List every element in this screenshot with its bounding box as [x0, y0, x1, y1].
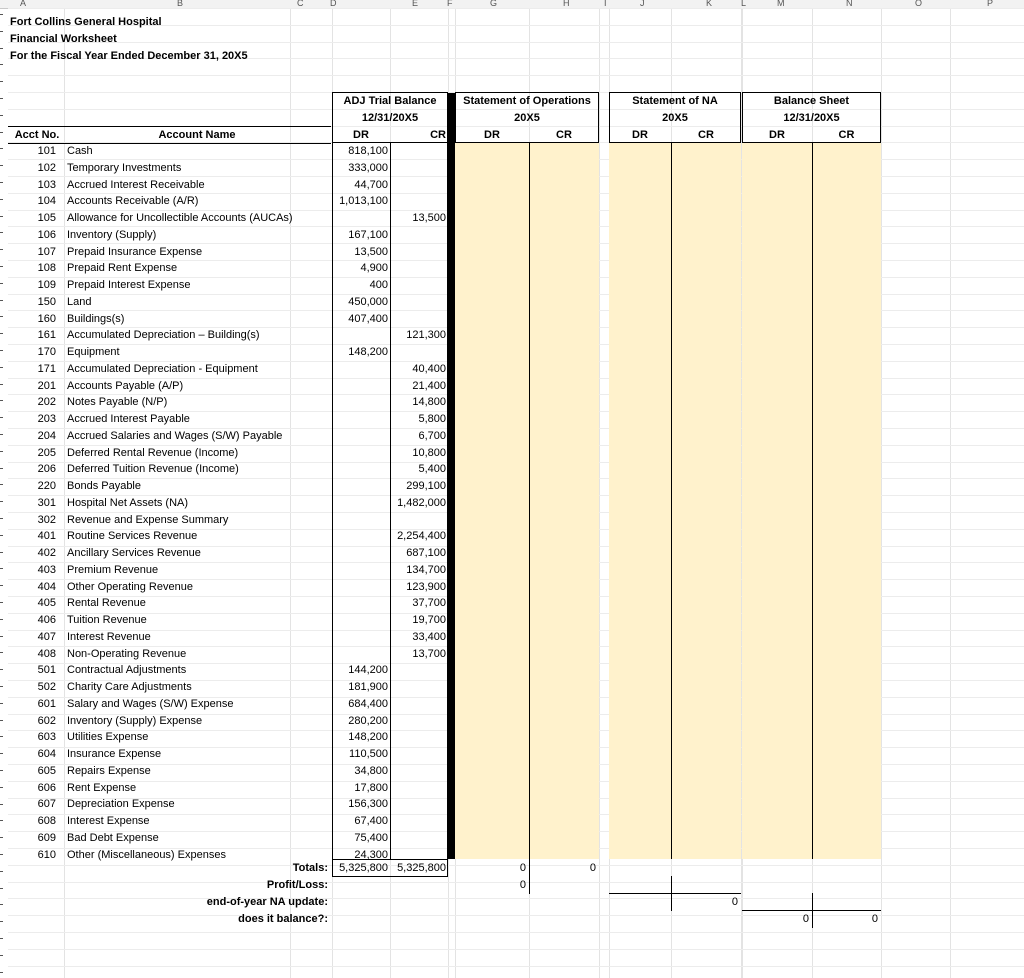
account-name[interactable]: Equipment — [67, 346, 120, 358]
adj-dr-amount[interactable] — [333, 378, 388, 394]
adj-dr-amount[interactable] — [333, 411, 388, 427]
grid-row-line — [8, 8, 1024, 9]
row-marker — [0, 333, 3, 334]
adj-dr-header: DR — [353, 129, 369, 141]
bs-dr-balance[interactable]: 0 — [802, 913, 809, 925]
totals-dr[interactable]: 5,325,800 — [339, 862, 388, 874]
account-number[interactable]: 408 — [37, 647, 56, 660]
row-marker — [0, 904, 3, 905]
account-number[interactable]: 401 — [37, 530, 56, 543]
row-marker — [0, 585, 3, 586]
account-name[interactable]: Inventory (Supply) — [67, 228, 157, 241]
adj-cr-amount[interactable] — [391, 260, 446, 276]
balance-check-label: does it balance?: — [238, 913, 328, 925]
adj-dr-amount[interactable]: 684,400 — [348, 697, 388, 710]
row-marker — [0, 686, 3, 687]
adj-dr-amount[interactable] — [333, 461, 388, 477]
section-divider-bar — [448, 93, 455, 859]
account-number[interactable]: 301 — [37, 496, 56, 509]
adj-cr-amount[interactable] — [391, 512, 446, 528]
adj-dr-amount[interactable] — [333, 562, 388, 578]
account-number[interactable]: 404 — [37, 580, 56, 593]
account-number[interactable]: 604 — [37, 748, 56, 760]
account-number[interactable]: 602 — [37, 714, 56, 727]
account-number[interactable]: 107 — [37, 245, 56, 258]
account-name[interactable]: Buildings(s) — [67, 312, 125, 325]
account-number[interactable]: 501 — [37, 664, 56, 677]
adj-dr-amount[interactable]: 4,900 — [360, 262, 388, 275]
adj-dr-amount[interactable]: 400 — [369, 279, 388, 291]
account-number[interactable]: 402 — [37, 547, 56, 559]
row-marker — [0, 552, 3, 553]
adj-dr-amount[interactable] — [333, 646, 388, 662]
row-marker — [0, 619, 3, 620]
account-name[interactable]: Other Operating Revenue — [67, 580, 193, 593]
row-marker — [0, 98, 3, 99]
row-marker — [0, 804, 3, 805]
account-number[interactable]: 606 — [37, 781, 56, 794]
account-name[interactable]: Land — [67, 295, 92, 308]
row-marker — [0, 820, 3, 821]
account-number[interactable]: 160 — [37, 312, 56, 325]
grid-row-line — [8, 949, 1024, 950]
adj-dr-amount[interactable]: 181,900 — [348, 681, 388, 693]
row-marker — [0, 316, 3, 317]
adj-cr-header: CR — [430, 129, 446, 141]
column-letter[interactable]: G — [490, 0, 498, 8]
adj-cr-amount[interactable] — [391, 244, 446, 260]
ops-dr-total[interactable]: 0 — [519, 862, 526, 874]
adj-dr-amount[interactable]: 407,400 — [348, 312, 388, 325]
account-name[interactable]: Bonds Payable — [67, 480, 141, 492]
adj-dr-amount[interactable]: 144,200 — [348, 664, 388, 677]
account-name[interactable]: Prepaid Rent Expense — [67, 262, 178, 275]
account-number[interactable]: 406 — [37, 614, 56, 626]
adj-period: 12/31/20X5 — [361, 112, 419, 124]
column-letter[interactable]: I — [604, 0, 607, 8]
row-marker — [0, 132, 3, 133]
row-marker — [0, 148, 3, 149]
account-name[interactable]: Hospital Net Assets (NA) — [67, 496, 189, 509]
grid-row-line — [8, 932, 1024, 933]
account-number[interactable]: 609 — [37, 831, 56, 844]
bs-cr-balance[interactable]: 0 — [871, 913, 878, 925]
account-number[interactable]: 607 — [37, 798, 56, 811]
column-letter[interactable]: O — [915, 0, 923, 8]
account-number[interactable]: 106 — [37, 228, 56, 241]
row-marker — [0, 417, 3, 418]
row-marker — [0, 283, 3, 284]
adj-cr-amount[interactable] — [391, 177, 446, 193]
account-number[interactable]: 302 — [37, 513, 56, 526]
totals-bottom-border — [332, 876, 448, 877]
report-title-hospital: Fort Collins General Hospital — [10, 16, 162, 28]
account-name[interactable]: Temporary Investments — [67, 161, 182, 174]
column-letter[interactable]: J — [640, 0, 645, 8]
grid-column-line — [950, 8, 951, 978]
adj-dr-amount[interactable] — [333, 478, 388, 494]
row-marker — [0, 31, 3, 32]
account-name[interactable]: Depreciation Expense — [67, 798, 175, 811]
row-marker — [0, 48, 3, 49]
acct-no-header: Acct No. — [14, 129, 60, 141]
row-marker — [0, 837, 3, 838]
account-name[interactable]: Accounts Receivable (A/R) — [67, 195, 199, 208]
account-name[interactable]: Charity Care Adjustments — [67, 681, 192, 693]
grid-column-line — [881, 8, 882, 978]
adj-dr-amount[interactable]: 24,300 — [354, 848, 388, 861]
account-name[interactable]: Interest Revenue — [67, 630, 151, 643]
account-name[interactable]: Cash — [67, 145, 93, 157]
account-number[interactable]: 601 — [37, 697, 56, 710]
grid-row-line — [8, 966, 1024, 967]
row-marker — [0, 888, 3, 889]
row-marker — [0, 81, 3, 82]
account-number[interactable]: 104 — [37, 195, 56, 208]
report-title-period: For the Fiscal Year Ended December 31, 20X5 — [10, 50, 248, 62]
adj-cr-amount[interactable] — [391, 713, 446, 729]
na-update-label: end-of-year NA update: — [206, 896, 328, 908]
account-name[interactable]: Rental Revenue — [67, 597, 146, 610]
row-marker — [0, 451, 3, 452]
adj-cr-amount[interactable] — [391, 746, 446, 762]
account-number[interactable]: 102 — [37, 161, 56, 174]
row-marker — [0, 518, 3, 519]
ops-cr-header: CR — [556, 129, 572, 141]
row-marker — [0, 300, 3, 301]
column-letter[interactable]: C — [297, 0, 304, 8]
account-name[interactable]: Prepaid Interest Expense — [67, 279, 191, 291]
ops-cr-total[interactable]: 0 — [589, 862, 596, 874]
adj-dr-amount[interactable]: 450,000 — [348, 295, 388, 308]
account-name[interactable]: Accrued Interest Payable — [67, 413, 190, 425]
account-number[interactable]: 610 — [37, 848, 56, 861]
column-letter[interactable]: H — [563, 0, 570, 8]
adj-cr-amount[interactable]: 21,400 — [412, 379, 446, 392]
adj-cr-amount[interactable] — [391, 813, 446, 829]
adj-dr-amount[interactable] — [333, 629, 388, 645]
adj-dr-amount[interactable]: 167,100 — [348, 228, 388, 241]
adj-dr-amount[interactable]: 818,100 — [348, 145, 388, 157]
row-marker — [0, 871, 3, 872]
account-name[interactable]: Accumulated Depreciation – Building(s) — [67, 329, 260, 342]
account-name[interactable]: Rent Expense — [67, 781, 137, 794]
adj-cr-amount[interactable] — [391, 193, 446, 209]
adj-dr-amount[interactable] — [333, 327, 388, 343]
row-marker — [0, 384, 3, 385]
adj-dr-amount[interactable]: 148,200 — [348, 731, 388, 744]
row-marker — [0, 535, 3, 536]
adj-dr-amount[interactable]: 13,500 — [354, 245, 388, 258]
adj-dr-amount[interactable] — [333, 612, 388, 628]
account-name[interactable]: Utilities Expense — [67, 731, 149, 744]
row-marker — [0, 770, 3, 771]
column-letter[interactable]: K — [706, 0, 713, 8]
column-letter[interactable]: B — [177, 0, 184, 8]
adj-cr-amount[interactable] — [391, 227, 446, 243]
account-number[interactable]: 170 — [37, 346, 56, 358]
row-marker — [0, 854, 3, 855]
grid-row-line — [8, 42, 1024, 43]
row-marker — [0, 434, 3, 435]
account-name[interactable]: Repairs Expense — [67, 764, 151, 777]
column-letter[interactable]: F — [447, 0, 453, 8]
account-name[interactable]: Premium Revenue — [67, 563, 159, 576]
adj-cr-amount[interactable]: 14,800 — [412, 396, 446, 409]
account-name[interactable]: Interest Expense — [67, 815, 150, 827]
adj-cr-amount[interactable] — [391, 160, 446, 176]
account-name[interactable]: Insurance Expense — [67, 748, 162, 760]
account-name[interactable]: Contractual Adjustments — [67, 664, 187, 677]
row-marker — [0, 249, 3, 250]
account-name[interactable]: Revenue and Expense Summary — [67, 513, 229, 526]
adj-cr-amount[interactable] — [391, 311, 446, 327]
row-marker — [0, 787, 3, 788]
adj-dr-amount[interactable] — [333, 545, 388, 561]
adj-cr-amount[interactable] — [391, 729, 446, 745]
column-letter[interactable]: A — [20, 0, 27, 8]
adj-cr-amount[interactable]: 121,300 — [406, 329, 446, 342]
adj-cr-amount[interactable] — [391, 277, 446, 293]
row-marker — [0, 484, 3, 485]
row-marker — [0, 703, 3, 704]
adj-cr-amount[interactable]: 5,400 — [418, 463, 446, 476]
grid-column-line — [599, 8, 600, 978]
adj-dr-amount[interactable] — [333, 394, 388, 410]
adj-dr-amount[interactable]: 44,700 — [354, 178, 388, 191]
account-name[interactable]: Bad Debt Expense — [67, 831, 159, 844]
row-marker — [0, 753, 3, 754]
grid-column-line — [64, 8, 65, 978]
row-marker — [0, 568, 3, 569]
account-name[interactable]: Accrued Salaries and Wages (S/W) Payable — [67, 429, 283, 442]
adj-dr-amount[interactable]: 34,800 — [354, 764, 388, 777]
bs-dr-cr-divider — [812, 143, 813, 859]
adj-cr-amount[interactable] — [391, 780, 446, 796]
account-name[interactable]: Notes Payable (N/P) — [67, 396, 168, 409]
account-name[interactable]: Routine Services Revenue — [67, 530, 198, 543]
account-number[interactable]: 204 — [37, 429, 56, 442]
column-letter[interactable]: P — [987, 0, 994, 8]
adj-right-border — [447, 143, 448, 876]
account-name[interactable]: Accumulated Depreciation - Equipment — [67, 362, 258, 375]
na-cr-header: CR — [698, 129, 714, 141]
adj-dr-amount[interactable] — [333, 495, 388, 511]
row-marker — [0, 400, 3, 401]
adj-cr-amount[interactable] — [391, 679, 446, 695]
account-number[interactable]: 608 — [37, 815, 56, 827]
adj-cr-amount[interactable]: 2,254,400 — [397, 530, 446, 543]
adj-dr-amount[interactable]: 333,000 — [348, 161, 388, 174]
adj-cr-amount[interactable]: 13,500 — [412, 212, 446, 224]
na-shaded-area — [609, 143, 741, 859]
row-marker — [0, 938, 3, 939]
bs-period: 12/31/20X5 — [783, 112, 840, 124]
row-marker — [0, 232, 3, 233]
account-number[interactable]: 161 — [37, 329, 56, 342]
adj-dr-amount[interactable] — [333, 595, 388, 611]
adj-cr-amount[interactable]: 33,400 — [412, 630, 446, 643]
row-marker — [0, 720, 3, 721]
adj-cr-amount[interactable]: 5,800 — [418, 413, 446, 425]
na-update-value[interactable]: 0 — [731, 896, 738, 908]
account-name[interactable]: Deferred Rental Revenue (Income) — [67, 446, 239, 459]
row-marker — [0, 182, 3, 183]
adj-cr-amount[interactable] — [391, 143, 446, 159]
account-number[interactable]: 105 — [37, 212, 56, 224]
row-marker — [0, 165, 3, 166]
na-dr-header: DR — [632, 129, 648, 141]
account-name[interactable]: Inventory (Supply) Expense — [67, 714, 203, 727]
row-marker — [0, 367, 3, 368]
account-name-header: Account Name — [158, 129, 236, 141]
ops-dr-cr-divider — [529, 143, 530, 859]
row-marker — [0, 14, 3, 15]
row-marker — [0, 115, 3, 116]
account-number[interactable]: 407 — [37, 630, 56, 643]
ops-dr-header: DR — [484, 129, 500, 141]
adj-dr-amount[interactable] — [333, 512, 388, 528]
grid-row-line — [8, 75, 1024, 76]
profit-loss-label: Profit/Loss: — [266, 879, 328, 891]
adj-cr-amount[interactable]: 687,100 — [406, 547, 446, 559]
ops-period: 20X5 — [514, 112, 540, 124]
account-name[interactable]: Deferred Tuition Revenue (Income) — [67, 463, 239, 476]
totals-label: Totals: — [292, 862, 328, 874]
column-letter[interactable]: N — [846, 0, 853, 8]
row-marker — [0, 652, 3, 653]
adj-dr-amount[interactable]: 280,200 — [348, 714, 388, 727]
bs-title: Balance Sheet — [773, 95, 850, 107]
row-marker — [0, 955, 3, 956]
adj-cr-amount[interactable] — [391, 662, 446, 678]
row-marker — [0, 921, 3, 922]
row-marker — [0, 972, 3, 973]
bs-dr-header: DR — [769, 129, 785, 141]
account-number[interactable]: 203 — [37, 413, 56, 425]
na-dr-cr-divider — [671, 143, 672, 859]
profit-loss-value[interactable]: 0 — [519, 879, 526, 891]
account-number[interactable]: 205 — [37, 446, 56, 459]
row-marker — [0, 602, 3, 603]
adj-cr-amount[interactable] — [391, 344, 446, 360]
adj-dr-amount[interactable] — [333, 210, 388, 226]
account-number[interactable]: 150 — [37, 295, 56, 308]
account-number[interactable]: 171 — [37, 362, 56, 375]
account-number[interactable]: 201 — [37, 379, 56, 392]
report-title-worksheet: Financial Worksheet — [10, 33, 117, 45]
na-period: 20X5 — [662, 112, 688, 124]
adj-cr-amount[interactable]: 10,800 — [412, 446, 446, 459]
adj-dr-amount[interactable]: 75,400 — [354, 831, 388, 844]
column-letter[interactable]: M — [777, 0, 785, 8]
adj-cr-amount[interactable]: 6,700 — [418, 429, 446, 442]
account-number[interactable]: 206 — [37, 463, 56, 476]
totals-cr[interactable]: 5,325,800 — [397, 862, 446, 874]
account-name[interactable]: Salary and Wages (S/W) Expense — [67, 697, 234, 710]
adj-cr-amount[interactable]: 13,700 — [412, 647, 446, 660]
account-name[interactable]: Accounts Payable (A/P) — [67, 379, 184, 392]
row-marker — [0, 64, 3, 65]
adj-cr-amount[interactable]: 123,900 — [406, 580, 446, 593]
account-name[interactable]: Other (Miscellaneous) Expenses — [67, 848, 226, 861]
ops-shaded-area — [455, 143, 599, 859]
row-marker — [0, 216, 3, 217]
ops-title: Statement of Operations — [463, 95, 591, 107]
row-marker — [0, 468, 3, 469]
account-name[interactable]: Prepaid Insurance Expense — [67, 245, 203, 258]
account-name[interactable]: Non-Operating Revenue — [67, 647, 187, 660]
account-name[interactable]: Ancillary Services Revenue — [67, 547, 201, 559]
adj-dr-amount[interactable] — [333, 579, 388, 595]
adj-cr-amount[interactable]: 1,482,000 — [397, 496, 446, 509]
adj-dr-amount[interactable] — [333, 445, 388, 461]
adj-cr-amount[interactable] — [391, 796, 446, 812]
adj-dr-amount[interactable]: 148,200 — [348, 346, 388, 358]
row-marker — [0, 266, 3, 267]
account-number[interactable]: 109 — [37, 279, 56, 291]
adj-cr-amount[interactable]: 37,700 — [412, 597, 446, 610]
account-number[interactable]: 603 — [37, 731, 56, 744]
bs-cr-header: CR — [838, 129, 855, 141]
column-letter[interactable]: L — [741, 0, 747, 8]
adj-cr-amount[interactable] — [391, 696, 446, 712]
adj-cr-amount[interactable] — [391, 763, 446, 779]
adj-dr-amount[interactable]: 17,800 — [354, 781, 388, 794]
adj-cr-amount[interactable] — [391, 830, 446, 846]
row-marker — [0, 636, 3, 637]
account-number[interactable]: 103 — [37, 178, 56, 191]
adj-dr-amount[interactable]: 110,500 — [349, 748, 388, 760]
account-name[interactable]: Accrued Interest Receivable — [67, 178, 205, 191]
adj-dr-amount[interactable]: 1,013,100 — [339, 195, 388, 208]
account-number[interactable]: 502 — [37, 681, 56, 693]
row-marker — [0, 669, 3, 670]
row-marker — [0, 736, 3, 737]
adj-dr-amount[interactable] — [333, 361, 388, 377]
account-number[interactable]: 403 — [37, 563, 56, 576]
account-name[interactable]: Tuition Revenue — [67, 614, 147, 626]
account-number[interactable]: 202 — [37, 396, 56, 409]
column-letter[interactable]: E — [412, 0, 419, 8]
row-marker — [0, 501, 3, 502]
row-marker — [0, 199, 3, 200]
account-name[interactable]: Allowance for Uncollectible Accounts (AUCAs) — [67, 212, 293, 224]
account-number[interactable]: 220 — [37, 480, 56, 492]
row-marker — [0, 350, 3, 351]
adj-dr-amount[interactable] — [333, 528, 388, 544]
adj-cr-amount[interactable]: 19,700 — [412, 614, 446, 626]
account-number[interactable]: 405 — [37, 597, 56, 610]
adj-dr-amount[interactable] — [333, 428, 388, 444]
na-title: Statement of NA — [632, 95, 718, 107]
account-number[interactable]: 108 — [37, 262, 56, 275]
adj-title: ADJ Trial Balance — [343, 95, 437, 107]
column-letter[interactable]: D — [330, 0, 337, 8]
account-number[interactable]: 605 — [37, 764, 56, 777]
adj-dr-amount[interactable]: 67,400 — [354, 815, 388, 827]
adj-cr-amount[interactable]: 40,400 — [412, 362, 446, 375]
adj-dr-amount[interactable]: 156,300 — [348, 798, 388, 811]
adj-cr-amount[interactable]: 299,100 — [406, 480, 446, 492]
account-number[interactable]: 101 — [37, 145, 56, 157]
adj-cr-amount[interactable] — [391, 294, 446, 310]
adj-cr-amount[interactable]: 134,700 — [406, 563, 446, 576]
